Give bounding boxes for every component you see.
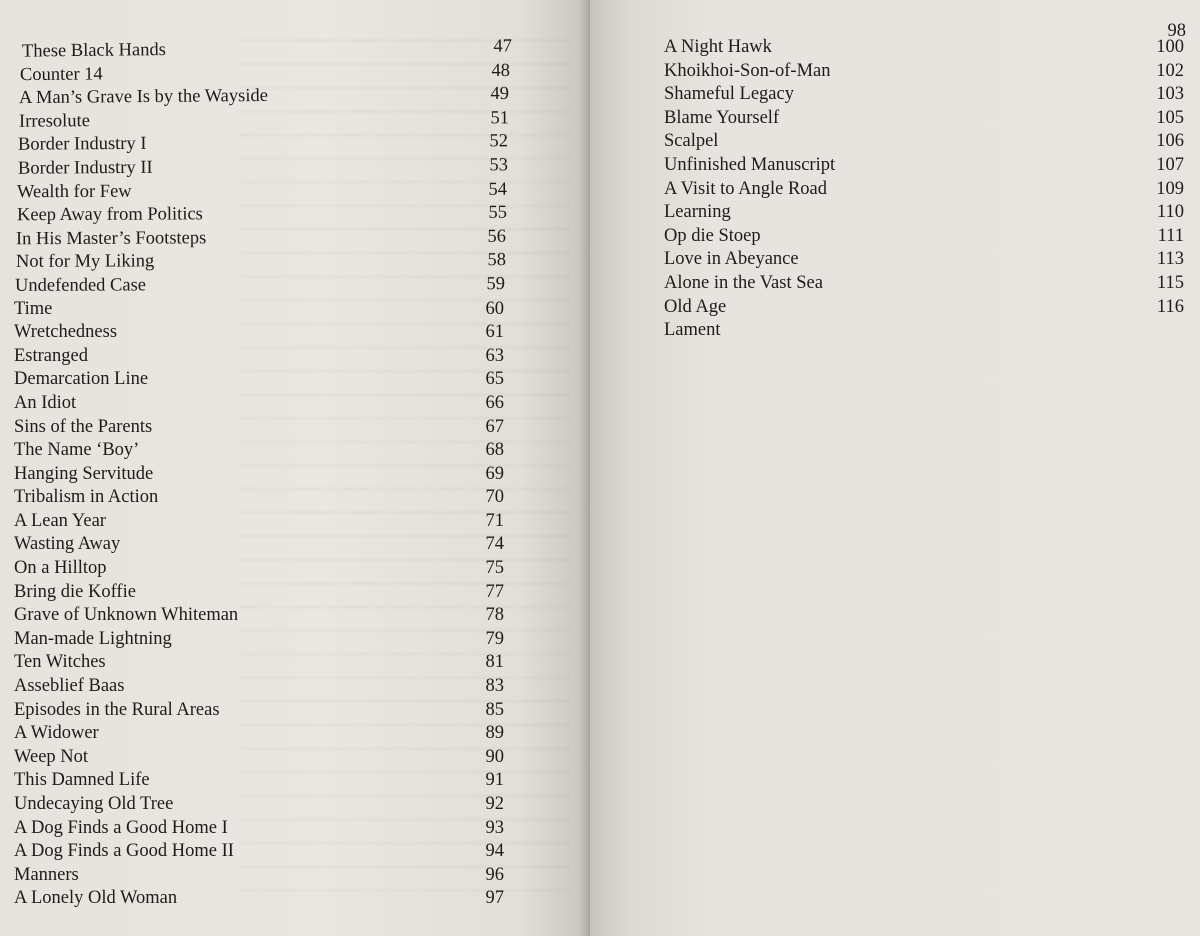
entry-page-number: 75 — [485, 558, 504, 579]
entry-title: Undefended Case — [14, 275, 147, 296]
contents-entry — [664, 319, 1184, 343]
entry-title: Unfinished Manuscript — [664, 154, 836, 175]
entry-page-number: 48 — [491, 60, 511, 81]
entry-title: Alone in the Vast Sea — [664, 272, 823, 293]
contents-entry — [19, 83, 509, 111]
entry-page-number: 69 — [485, 463, 504, 484]
contents-entry — [664, 130, 1184, 154]
entry-page-number: 94 — [485, 841, 504, 862]
entry-title: On a Hilltop — [14, 558, 107, 579]
entry-title: In His Master’s Footsteps — [15, 228, 207, 250]
entry-title: Wealth for Few — [16, 181, 132, 202]
contents-entry — [14, 746, 504, 770]
entry-page-number: 92 — [485, 794, 504, 814]
contents-entry — [664, 272, 1184, 296]
entry-page-number: 68 — [485, 440, 504, 461]
entry-title: Man-made Lightning — [14, 628, 172, 649]
contents-entry — [14, 817, 504, 841]
entry-page-number: 97 — [485, 888, 504, 909]
entry-page-number: 51 — [490, 108, 510, 129]
entry-page-number: 89 — [485, 723, 504, 744]
contents-list-right — [664, 36, 1184, 343]
entry-page-number: 58 — [487, 250, 507, 271]
entry-title: Time — [14, 298, 53, 319]
entry-title: Manners — [14, 864, 79, 885]
entry-title: Border Industry I — [17, 134, 147, 156]
entry-title: Bring die Koffie — [14, 581, 136, 602]
entry-page-number: 67 — [485, 416, 504, 437]
contents-entry — [17, 178, 507, 204]
entry-title: A Man’s Grave Is by the Wayside — [18, 86, 268, 109]
entry-page-number: 83 — [485, 676, 504, 697]
entry-page-number: 109 — [1156, 178, 1184, 199]
entry-page-number: 113 — [1156, 249, 1184, 270]
entry-title: Ten Witches — [14, 652, 106, 673]
entry-title: Grave of Unknown Whiteman — [14, 605, 239, 626]
entry-title: A Night Hawk — [664, 37, 772, 57]
entry-title: A Dog Finds a Good Home I — [14, 817, 228, 838]
entry-page-number: 61 — [485, 322, 504, 343]
entry-page-number: 100 — [1156, 37, 1184, 57]
contents-entry — [14, 392, 504, 416]
contents-entry — [14, 416, 504, 440]
contents-entry — [664, 201, 1184, 225]
entry-title: A Lean Year — [14, 510, 106, 531]
contents-entry — [14, 722, 504, 746]
entry-page-number: 90 — [485, 746, 504, 767]
contents-entry — [664, 248, 1184, 272]
entry-title: Blame Yourself — [664, 107, 780, 128]
contents-entry — [14, 675, 504, 699]
entry-title: A Visit to Angle Road — [664, 178, 828, 199]
entry-title: Hanging Servitude — [14, 463, 154, 484]
entry-page-number: 78 — [485, 605, 504, 626]
contents-entry — [664, 60, 1184, 84]
entry-page-number: 65 — [485, 369, 504, 390]
entry-page-number: 96 — [485, 864, 504, 885]
entry-page-number: 54 — [488, 179, 508, 200]
entry-page-number: 111 — [1157, 225, 1184, 246]
entry-page-number: 49 — [490, 84, 510, 105]
contents-entry — [16, 225, 506, 251]
entry-page-number: 79 — [485, 628, 504, 649]
entry-title: Border Industry II — [17, 157, 153, 179]
entry-title: Scalpel — [664, 131, 719, 152]
entry-page-number: 116 — [1156, 296, 1184, 317]
contents-entry — [17, 202, 507, 228]
entry-title: Demarcation Line — [14, 369, 149, 390]
contents-entry — [14, 699, 504, 723]
contents-entry — [14, 510, 504, 534]
contents-entry — [14, 793, 504, 817]
entry-title: This Damned Life — [14, 770, 150, 791]
entry-title: The Name ‘Boy’ — [14, 440, 140, 461]
entry-title: Estranged — [14, 345, 88, 366]
contents-entry — [14, 463, 504, 487]
contents-entry — [14, 298, 504, 322]
entry-title: Op die Stoep — [664, 225, 761, 246]
contents-entry — [14, 864, 504, 888]
contents-entry — [14, 887, 504, 911]
contents-entry — [664, 225, 1184, 249]
contents-list-left — [14, 36, 513, 911]
contents-entry — [664, 83, 1184, 107]
entry-page-number: 103 — [1156, 84, 1184, 105]
entry-page-number: 59 — [486, 274, 506, 295]
entry-page-number: 107 — [1156, 154, 1184, 175]
entry-page-number: 98 — [1167, 21, 1186, 41]
contents-entry — [14, 439, 504, 463]
contents-entry — [664, 178, 1184, 202]
contents-entry — [664, 36, 1184, 60]
entry-page-number: 91 — [485, 770, 504, 791]
entry-title: Not for My Liking — [15, 251, 155, 273]
entry-title: A Dog Finds a Good Home II — [14, 841, 234, 862]
entry-title: Lament — [664, 320, 721, 341]
entry-title: Shameful Legacy — [664, 84, 794, 105]
entry-page-number: 47 — [493, 36, 513, 57]
right-page — [590, 0, 1200, 936]
entry-page-number: 71 — [485, 510, 504, 531]
contents-entry — [14, 604, 504, 628]
contents-entry — [14, 486, 504, 510]
contents-entry — [14, 533, 504, 557]
contents-entry — [14, 345, 504, 369]
contents-entry — [14, 557, 504, 581]
entry-title: Wretchedness — [14, 322, 118, 343]
entry-title: Weep Not — [14, 746, 89, 767]
entry-page-number: 102 — [1156, 60, 1184, 81]
entry-page-number: 63 — [485, 345, 504, 366]
entry-title: Love in Abeyance — [664, 249, 799, 270]
entry-title: Learning — [664, 202, 731, 223]
entry-title: Irresolute — [18, 110, 90, 132]
entry-page-number: 81 — [485, 652, 504, 673]
entry-title: These Black Hands — [21, 40, 166, 62]
entry-page-number: 85 — [485, 699, 504, 720]
contents-entry — [664, 296, 1184, 320]
entry-page-number: 55 — [488, 202, 508, 223]
entry-title: Undecaying Old Tree — [14, 794, 174, 814]
contents-entry — [14, 581, 504, 605]
entry-page-number: 77 — [485, 581, 504, 602]
entry-title: Sins of the Parents — [14, 416, 153, 437]
entry-page-number: 52 — [489, 131, 509, 152]
entry-page-number: 106 — [1156, 131, 1184, 152]
entry-title: Episodes in the Rural Areas — [14, 699, 220, 720]
entry-page-number: 74 — [485, 534, 504, 555]
entry-page-number: 56 — [487, 226, 507, 247]
contents-entry — [664, 154, 1184, 178]
contents-entry — [16, 249, 506, 274]
entry-title: A Lonely Old Woman — [14, 888, 178, 909]
entry-page-number: 60 — [485, 298, 504, 319]
contents-entry — [664, 107, 1184, 131]
contents-entry — [14, 321, 504, 345]
entry-page-number: 53 — [489, 155, 509, 176]
entry-page-number: 70 — [485, 487, 504, 508]
entry-title: Khoikhoi-Son-of-Man — [664, 60, 831, 81]
contents-entry — [14, 368, 504, 392]
entry-page-number: 115 — [1156, 272, 1184, 293]
left-page — [0, 0, 590, 936]
contents-entry — [14, 769, 504, 793]
entry-title: An Idiot — [14, 392, 77, 413]
entry-page-number: 110 — [1156, 202, 1184, 223]
contents-entry — [14, 628, 504, 652]
entry-title: Wasting Away — [14, 534, 121, 555]
contents-entry — [14, 651, 504, 675]
entry-page-number: 66 — [485, 392, 504, 413]
contents-entry — [18, 154, 508, 181]
entry-title: Keep Away from Politics — [16, 204, 203, 226]
contents-entry — [14, 840, 504, 864]
entry-title: A Widower — [14, 723, 99, 744]
entry-title: Counter 14 — [19, 64, 103, 85]
entry-title: Old Age — [664, 296, 727, 317]
contents-entry — [15, 273, 505, 298]
entry-title: Tribalism in Action — [14, 487, 159, 508]
entry-title: Asseblief Baas — [14, 676, 125, 697]
entry-page-number: 93 — [485, 817, 504, 838]
contents-entry — [18, 131, 508, 158]
entry-page-number: 105 — [1156, 107, 1184, 128]
